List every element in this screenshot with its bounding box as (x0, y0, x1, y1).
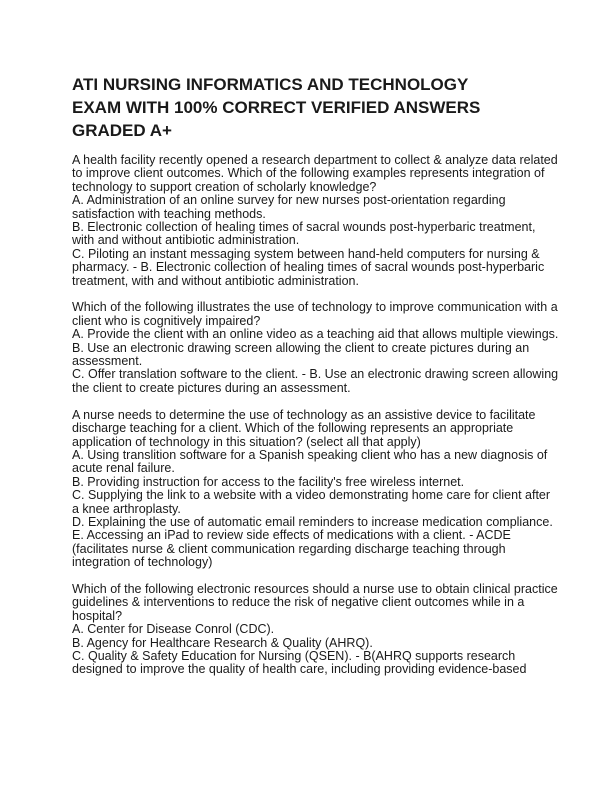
text-line: B. Electronic collection of healing times of sacral wounds post-hyperbaric treatment, (72, 220, 536, 235)
text-line: B. Use an electronic drawing screen allowing the client to create pictures during an (72, 340, 530, 355)
text-line: A. Provide the client with an online video as a teaching aid that allows multiple viewings. (72, 327, 559, 342)
text-line: integration of technology) (72, 555, 213, 570)
question-block-1 (72, 153, 558, 288)
text-line: client who is cognitively impaired? (72, 313, 261, 328)
text-line: A. Center for Disease Conrol (CDC). (72, 622, 275, 637)
text-line: Which of the following illustrates the use of technology to improve communication with a (72, 300, 558, 315)
text-line: A. Using translition software for a Spanish speaking client who has a new diagnosis of (72, 447, 548, 462)
text-line: with and without antibiotic administration. (72, 233, 300, 248)
text-line: C. Piloting an instant messaging system between hand-held computers for nursing & (72, 246, 540, 261)
text-line: C. Quality & Safety Education for Nursing (QSEN). - B(AHRQ supports research (72, 648, 516, 663)
text-line: C. Offer translation software to the client. - B. Use an electronic drawing screen allowing (72, 367, 559, 382)
text-line: A nurse needs to determine the use of technology as an assistive device to facilitate (72, 407, 536, 422)
document-title (72, 73, 542, 142)
text-line: (facilitates nurse & client communication regarding discharge teaching through (72, 541, 506, 556)
text-line: application of technology in this situation? (select all that apply) (72, 434, 421, 449)
text-line: technology to support creation of scholarly knowledge? (72, 179, 377, 194)
text-line: Which of the following electronic resources should a nurse use to obtain clinical practice (72, 581, 558, 596)
text-line: B. Providing instruction for access to the facility's free wireless internet. (72, 474, 465, 489)
text-line: guidelines & interventions to reduce the risk of negative client outcomes while in a (72, 595, 525, 610)
title-line: EXAM WITH 100% CORRECT VERIFIED ANSWERS (72, 98, 481, 117)
title-line: ATI NURSING INFORMATICS AND TECHNOLOGY (72, 75, 469, 94)
text-line: treatment, with and without antibiotic administration. (72, 273, 359, 288)
text-line: a knee arthroplasty. (72, 501, 181, 516)
text-line: the client to create pictures during an assessment. (72, 380, 351, 395)
text-line: acute renal failure. (72, 461, 175, 476)
text-line: B. Agency for Healthcare Research & Quality (AHRQ). (72, 635, 373, 650)
text-line: designed to improve the quality of health care, including providing evidence-based (72, 662, 527, 677)
question-block-3 (72, 409, 552, 570)
title-line: GRADED A+ (72, 121, 172, 140)
text-line: discharge teaching for a client. Which of the following represents an appropriate (72, 421, 514, 436)
text-line: hospital? (72, 608, 123, 623)
text-line: A health facility recently opened a research department to collect & analyze data related (72, 153, 558, 167)
text-line: to improve client outcomes. Which of the following examples represents integration of (72, 166, 545, 181)
question-block-2 (72, 300, 559, 395)
text-line: assessment. (72, 354, 143, 369)
text-line: pharmacy. - B. Electronic collection of healing times of sacral wounds post-hyperbaric (72, 260, 545, 275)
text-line: A. Administration of an online survey for new nurses post-orientation regarding (72, 193, 506, 208)
question-block-4 (72, 581, 558, 677)
text-line: C. Supplying the link to a website with a video demonstrating home care for client after (72, 488, 551, 503)
document-body (72, 153, 559, 690)
text-line: D. Explaining the use of automatic email reminders to increase medication compliance. (72, 514, 553, 529)
text-line: E. Accessing an iPad to review side effects of medications with a client. - ACDE (72, 528, 511, 543)
text-line: satisfaction with teaching methods. (72, 206, 266, 221)
